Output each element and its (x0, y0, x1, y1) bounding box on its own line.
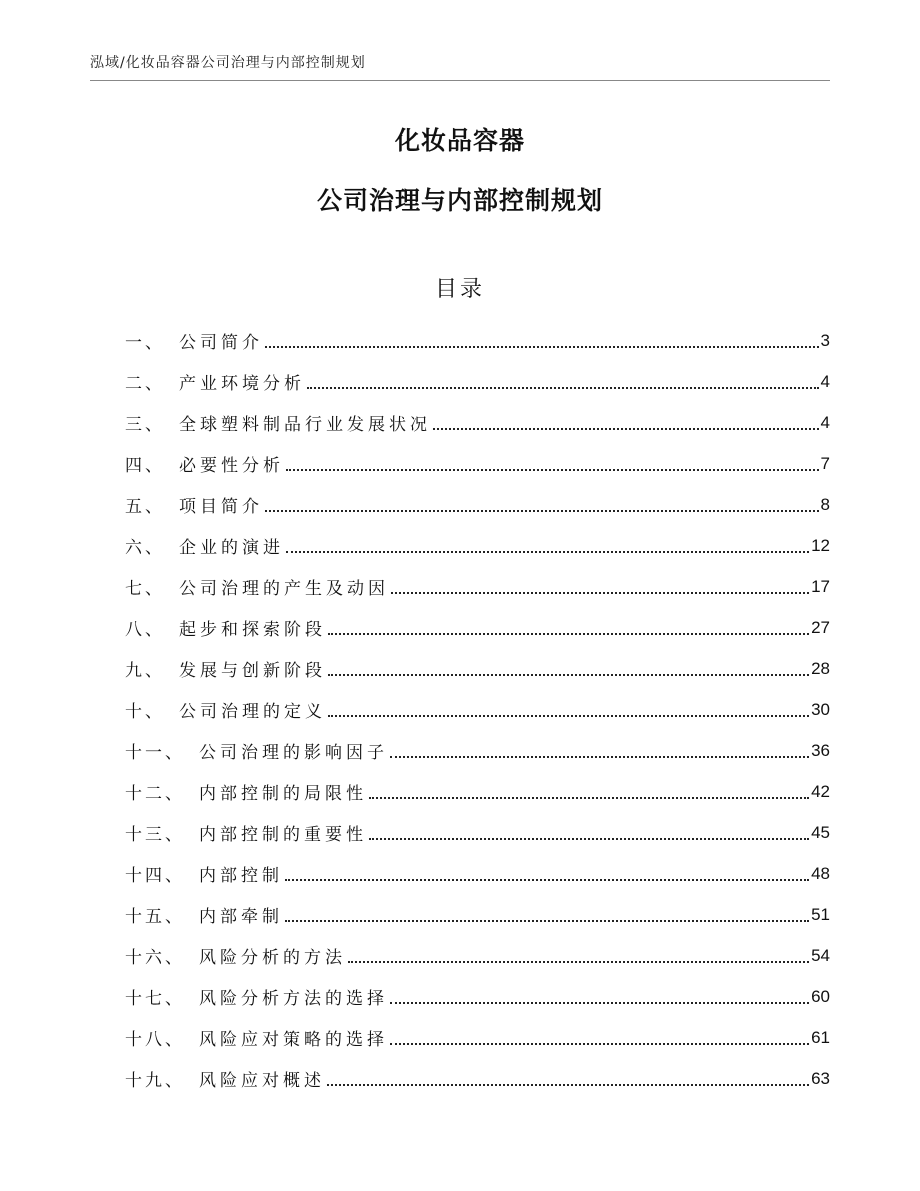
toc-entry-page: 60 (811, 986, 830, 1006)
toc-leader-dots (433, 428, 819, 430)
toc-leader-dots (390, 1002, 809, 1004)
toc-leader-dots (286, 551, 809, 553)
toc-entry[interactable] (125, 976, 830, 1017)
toc-entry[interactable] (125, 566, 830, 607)
toc-entry-label: 公司治理的定义 (179, 702, 326, 722)
toc-entry-label: 风险分析的方法 (199, 948, 346, 968)
toc-entry-label: 必要性分析 (179, 456, 284, 476)
toc-leader-dots (327, 1084, 809, 1086)
toc-entry-number: 六、 (125, 538, 165, 558)
toc-entry[interactable] (125, 361, 830, 402)
toc-entry-page: 3 (820, 330, 830, 350)
toc-entry-page: 36 (811, 740, 830, 760)
toc-entry-number: 十、 (125, 702, 165, 722)
toc-entry-number: 十九、 (125, 1071, 185, 1091)
toc-leader-dots (348, 961, 809, 963)
toc-entry-page: 12 (811, 535, 830, 555)
toc-entry-page: 42 (811, 781, 830, 801)
toc-entry-label: 产业环境分析 (179, 374, 305, 394)
toc-entry-label: 风险应对概述 (199, 1071, 325, 1091)
toc-entry-number: 十三、 (125, 825, 185, 845)
toc-entry[interactable] (125, 812, 830, 853)
toc-entry-number: 十五、 (125, 907, 185, 927)
toc-entry[interactable] (125, 853, 830, 894)
toc-entry[interactable] (125, 402, 830, 443)
toc-leader-dots (265, 510, 819, 512)
toc-entry-number: 七、 (125, 579, 165, 599)
toc-entry-number: 五、 (125, 497, 165, 517)
toc-entry-page: 30 (811, 699, 830, 719)
toc-leader-dots (307, 387, 819, 389)
toc-entry-label: 公司简介 (179, 333, 263, 353)
toc-entry-page: 54 (811, 945, 830, 965)
toc-entry-label: 公司治理的影响因子 (199, 743, 388, 763)
toc-leader-dots (286, 469, 819, 471)
toc-leader-dots (285, 920, 809, 922)
toc-entry-label: 风险应对策略的选择 (199, 1030, 388, 1050)
toc-entry-number: 十四、 (125, 866, 185, 886)
toc-entry[interactable] (125, 730, 830, 771)
toc-entry-label: 内部控制的局限性 (199, 784, 367, 804)
toc-entry-label: 全球塑料制品行业发展状况 (179, 415, 431, 435)
toc-entry-label: 风险分析方法的选择 (199, 989, 388, 1009)
toc-entry-number: 十二、 (125, 784, 185, 804)
toc-entry-number: 一、 (125, 333, 165, 353)
toc-entry-page: 4 (820, 412, 830, 432)
toc-entry[interactable] (125, 935, 830, 976)
document-title-line2: 公司治理与内部控制规划 (316, 186, 603, 215)
toc-entry[interactable] (125, 484, 830, 525)
toc-entry[interactable] (125, 648, 830, 689)
page-header (90, 52, 830, 81)
toc-heading: 目录 (434, 277, 485, 302)
toc-entry-label: 内部控制的重要性 (199, 825, 367, 845)
toc-entry-label: 项目简介 (179, 497, 263, 517)
toc-entry-page: 4 (820, 371, 830, 391)
toc-leader-dots (390, 756, 809, 758)
toc-entry[interactable] (125, 1017, 830, 1058)
toc-entry[interactable] (125, 320, 830, 361)
toc-entry[interactable] (125, 525, 830, 566)
toc-entry[interactable] (125, 607, 830, 648)
toc-leader-dots (390, 1043, 809, 1045)
toc-leader-dots (369, 838, 809, 840)
toc-entry-number: 十七、 (125, 989, 185, 1009)
toc-entry[interactable] (125, 1058, 830, 1099)
toc-entry[interactable] (125, 771, 830, 812)
toc-entry-number: 十八、 (125, 1030, 185, 1050)
toc-leader-dots (328, 715, 809, 717)
toc-entry-page: 27 (811, 617, 830, 637)
toc-entry-page: 28 (811, 658, 830, 678)
toc-entry-page: 17 (811, 576, 830, 596)
toc-entry-label: 公司治理的产生及动因 (179, 579, 389, 599)
toc-entry-page: 51 (811, 904, 830, 924)
toc-entry-number: 九、 (125, 661, 165, 681)
toc-entry-number: 二、 (125, 374, 165, 394)
toc-entry-label: 内部控制 (199, 866, 283, 886)
toc-leader-dots (265, 346, 819, 348)
toc-entry-number: 十六、 (125, 948, 185, 968)
toc-entry-number: 四、 (125, 456, 165, 476)
toc-entry-page: 48 (811, 863, 830, 883)
toc-entry-label: 起步和探索阶段 (179, 620, 326, 640)
toc-entry-label: 发展与创新阶段 (179, 661, 326, 681)
toc-leader-dots (285, 879, 809, 881)
toc-entry-page: 7 (820, 453, 830, 473)
toc-leader-dots (369, 797, 809, 799)
toc-entry-number: 十一、 (125, 743, 185, 763)
toc-entry[interactable] (125, 689, 830, 730)
toc-entry-page: 61 (811, 1027, 830, 1047)
toc-leader-dots (391, 592, 809, 594)
toc-entry-number: 三、 (125, 415, 165, 435)
toc-entry-page: 63 (811, 1068, 830, 1088)
toc-entry[interactable] (125, 894, 830, 935)
table-of-contents (125, 320, 830, 1099)
header-text: 泓域/化妆品容器公司治理与内部控制规划 (90, 55, 366, 71)
toc-entry-label: 内部牵制 (199, 907, 283, 927)
toc-leader-dots (328, 633, 809, 635)
toc-entry-number: 八、 (125, 620, 165, 640)
toc-leader-dots (328, 674, 809, 676)
toc-entry[interactable] (125, 443, 830, 484)
toc-entry-page: 45 (811, 822, 830, 842)
toc-entry-page: 8 (820, 494, 830, 514)
document-title-line1: 化妆品容器 (394, 126, 525, 155)
toc-entry-label: 企业的演进 (179, 538, 284, 558)
